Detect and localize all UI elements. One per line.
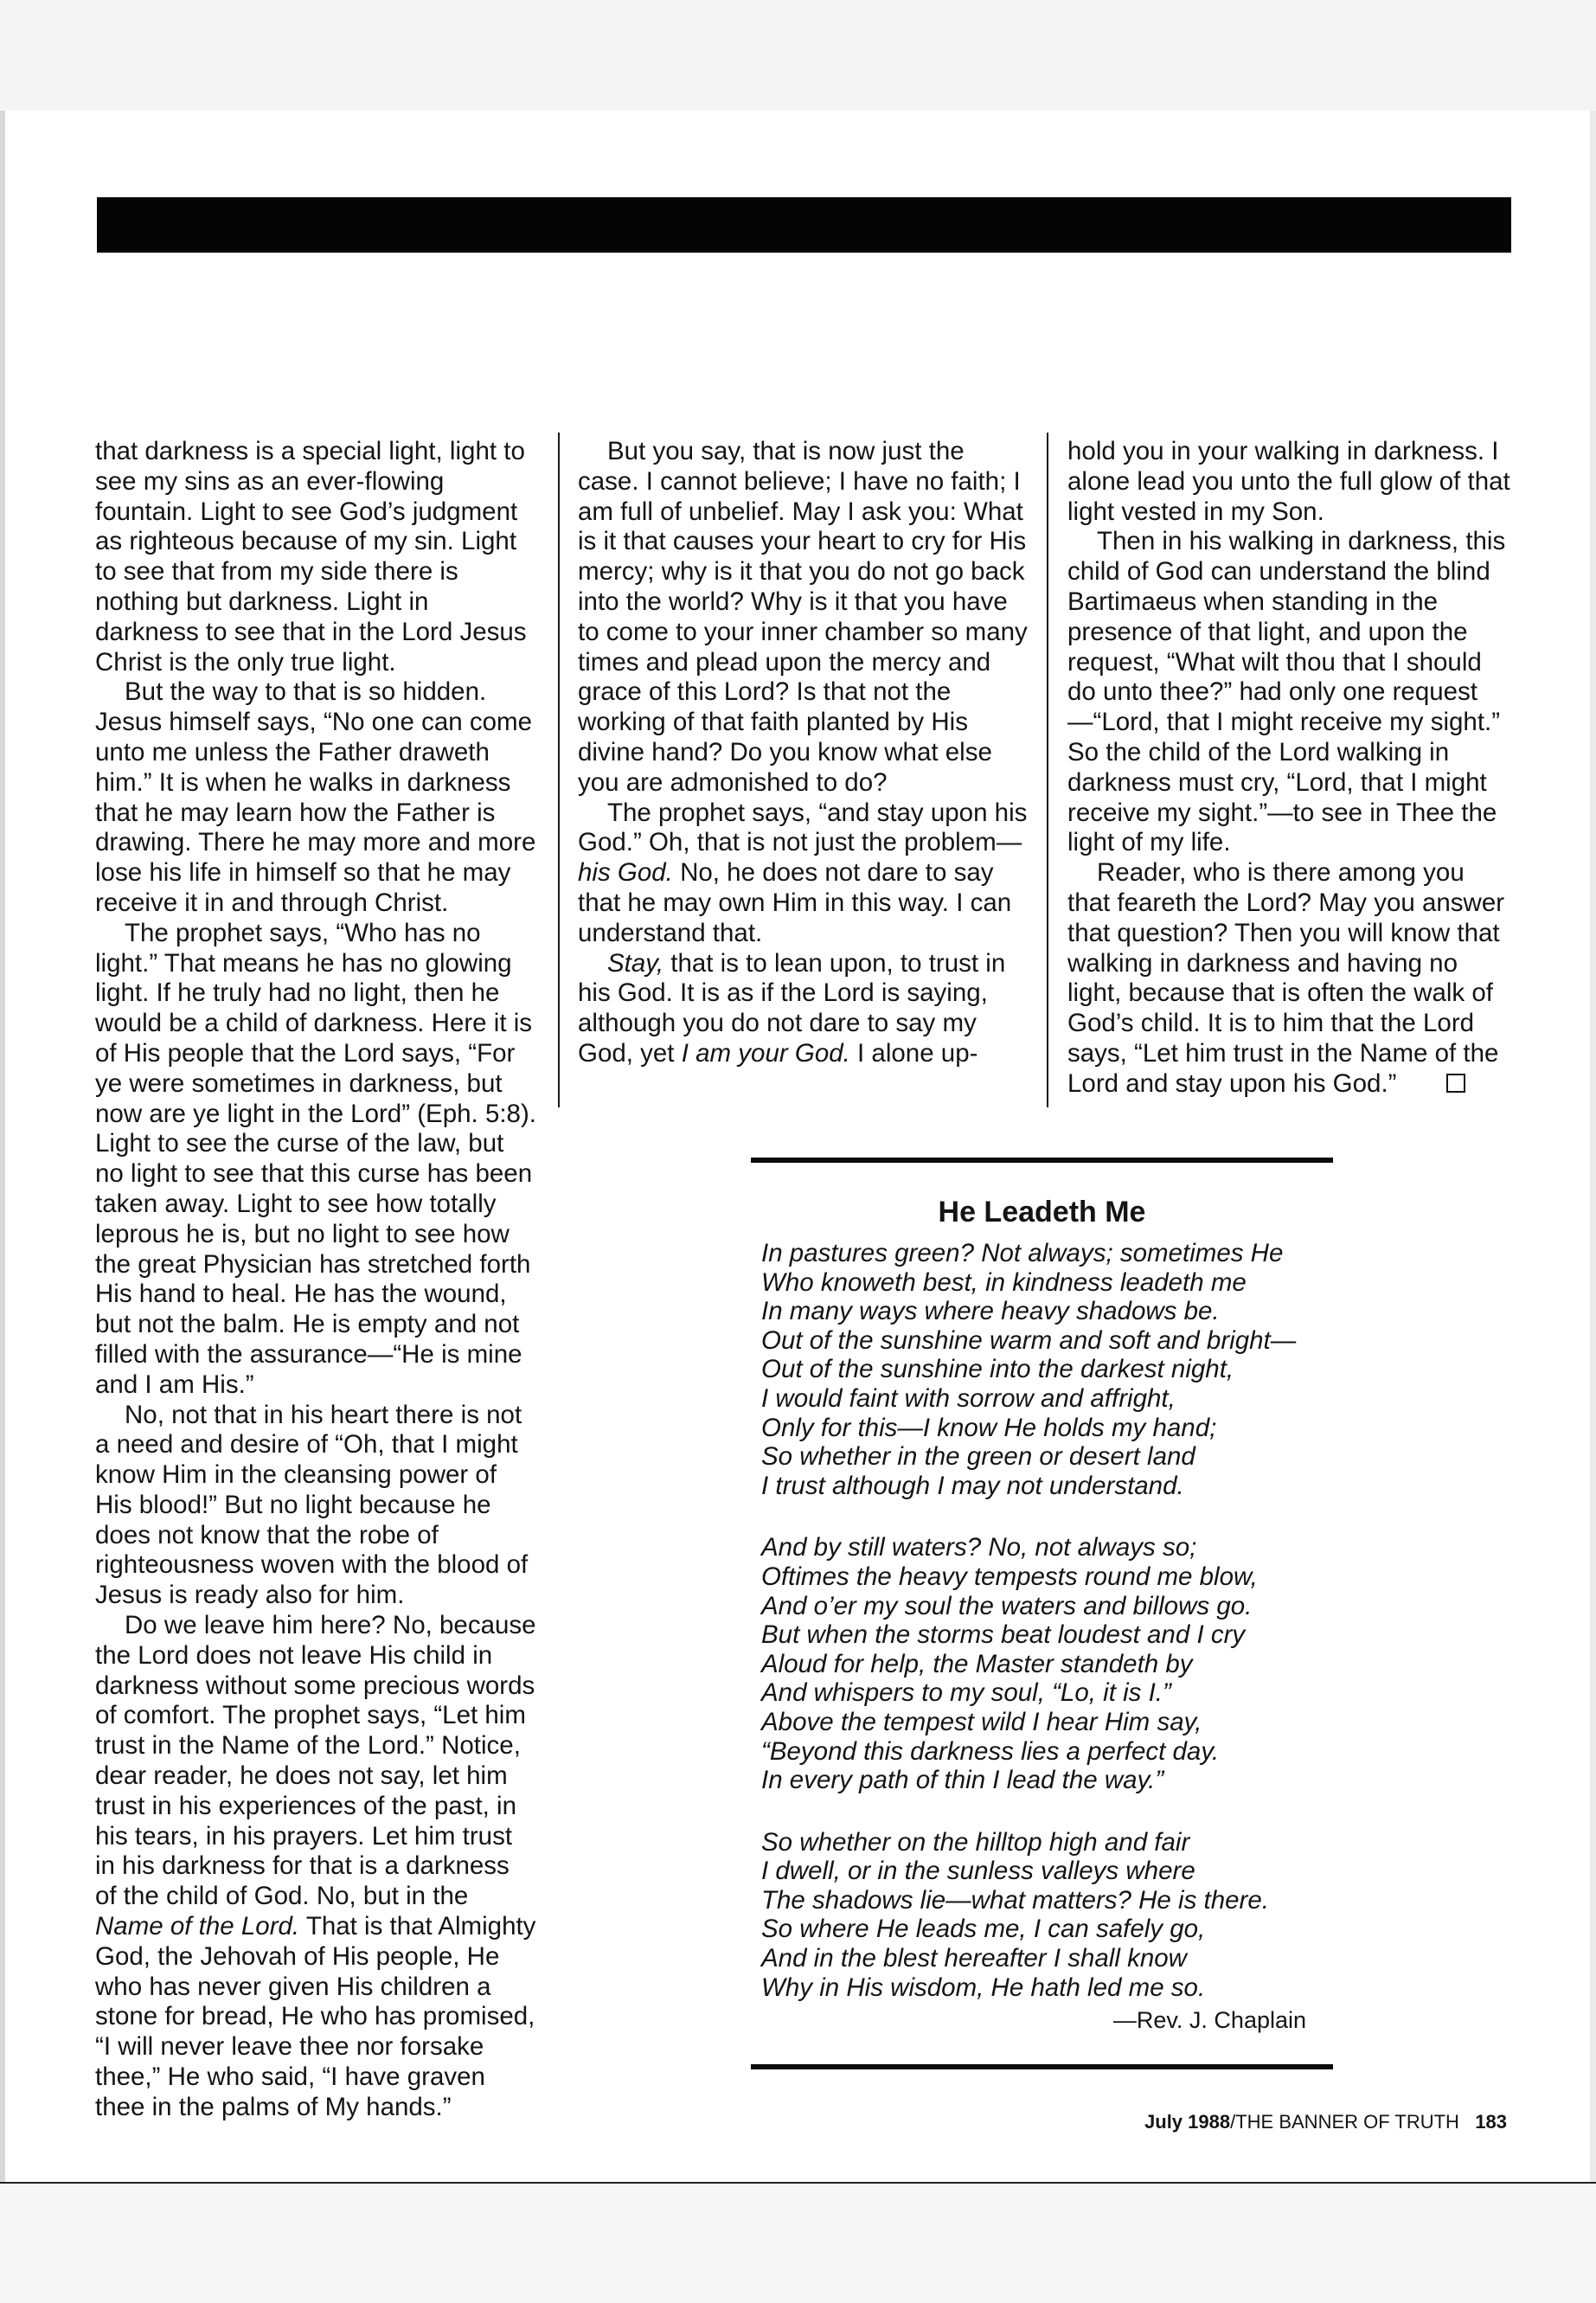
paragraph: But you say, that is now just the case. I cannot believe; I have no faith; I am full of unbelief. May I ask you: What is it that causes your heart to cry for His mercy; why is it that you do not go back into the world? Why is it that you have to come to your inner chamber so many times and plead upon the mercy and grace of this Lord? Is that not the working of that faith planted by His divine hand? Do you know what else you are admonished to do? [578, 437, 1028, 797]
scan-left-edge [0, 111, 5, 2187]
poem-stanza [761, 1828, 1332, 2003]
poem-line: I dwell, or in the sunless valleys where [761, 1857, 1195, 1886]
italic-run: I am your God. [681, 1038, 850, 1068]
text-run: That is that Almighty God, the Jehovah of His people, He who has never given His children a stone for bread, He who has promised, “I will never leave thee nor forsake thee,” He who said, “I have graven thee in the palms of My hands.” [95, 1912, 536, 2121]
poem-line: Out of the sunshine warm and soft and bright— [761, 1325, 1297, 1355]
text-run: Reader, who is there among you that feareth the Lord? May you answer that question? Then you will know that walking in darkness and having no light, because that is often the walk of God’s child. It is to him that the Lord says, “Let him trust in the Name of the Lord and stay upon his God.” [1067, 858, 1505, 1098]
paragraph [578, 799, 1032, 949]
footer-publication: THE BANNER OF TRUTH [1235, 2111, 1459, 2133]
page-footer [943, 2111, 1507, 2133]
poem-title: He Leadeth Me [938, 1196, 1146, 1228]
poem-line: And whispers to my soul, “Lo, it is I.” [761, 1678, 1171, 1708]
scan-top-margin [0, 0, 1596, 111]
poem-line: I trust although I may not understand. [761, 1471, 1184, 1500]
article-column-3 [1067, 437, 1510, 1100]
poem-line: And o’er my soul the waters and billows go. [761, 1591, 1253, 1620]
poem-bottom-rule [751, 2064, 1333, 2069]
poem-line: Aloud for help, the Master standeth by [761, 1649, 1193, 1678]
poem-line: Who knoweth best, in kindness leadeth me [761, 1267, 1247, 1297]
article-column-2 [578, 437, 1032, 1069]
poem-line: So whether on the hilltop high and fair [761, 1827, 1190, 1857]
header-band [97, 197, 1511, 253]
column-divider [558, 433, 560, 1107]
column-divider [1047, 433, 1048, 1107]
article-column-1 [95, 437, 536, 2123]
scan-right-edge [1590, 111, 1596, 2184]
poem-line: So whether in the green or desert land [761, 1442, 1195, 1472]
poem-stanza [761, 1533, 1332, 1794]
poem-line: Only for this—I know He holds my hand; [761, 1413, 1217, 1442]
scan-bottom-margin [0, 2182, 1596, 2303]
paragraph: hold you in your walking in darkness. I alone lead you unto the full glow of that light vested in my Son. [1067, 437, 1510, 526]
poem-top-rule [751, 1158, 1333, 1163]
poem-line: Above the tempest wild I hear Him say, [761, 1707, 1202, 1736]
poem-line: In many ways where heavy shadows be. [761, 1297, 1220, 1326]
poem-line: But when the storms beat loudest and I cry [761, 1620, 1246, 1650]
paragraph [1067, 858, 1510, 1099]
paragraph: No, not that in his heart there is not a need and desire of “Oh, that I might know Him in the cleansing power of His blood!” But no light because he does not know that the robe of righteousness woven with the blood of Jesus is ready also for him. [95, 1400, 529, 1610]
end-mark-icon [1446, 1074, 1465, 1093]
paragraph [95, 1611, 536, 2123]
italic-run: Stay, [607, 948, 664, 978]
text-run: The prophet says, “and stay upon his God.” Oh, that is not just the problem— [578, 798, 1028, 857]
paragraph: The prophet says, “Who has no light.” That means he has no glowing light. If he truly had no light, then he would be a child of darkness. Here it is of His people that the Lord says, “For ye were sometimes in darkness, but now are ye light in the Lord” (Eph. 5:8). Light to see the curse of the law, but no light to see that this curse has been taken away. Light to see how totally leprous he is, but no light to see how the great Physician has stretched forth His hand to heal. He has the wound, but not the balm. He is empty and not filled with the assurance—“He is mine and I am His.” [95, 918, 536, 1399]
poem-line: And in the blest hereafter I shall know [761, 1944, 1187, 1973]
poem-line: I would faint with sorrow and affright, [761, 1383, 1176, 1413]
italic-run: his God. [578, 858, 673, 888]
paragraph: Then in his walking in darkness, this child of God can understand the blind Bartimaeus when standing in the presence of that light, and upon the request, “What wilt thou that I should do unto thee?” had only one request—“Lord, that I might receive my sight.” So the child of the Lord walking in darkness must cry, “Lord, that I might receive my sight.”—to see in Thee the light of my life. [1067, 527, 1506, 857]
page-number: 183 [1475, 2111, 1507, 2133]
poem-line: Out of the sunshine into the darkest night, [761, 1355, 1234, 1384]
poem-line: So where He leads me, I can safely go, [761, 1915, 1206, 1944]
paragraph: But the way to that is so hidden. Jesus himself says, “No one can come unto me unless the Father draweth him.” It is when he walks in darkness that he may learn how the Father is drawing. There he may more and more lose his life in himself so that he may receive it in and through Christ. [95, 677, 536, 917]
poem-line: In every path of thin I lead the way.” [761, 1766, 1164, 1795]
italic-run: Name of the Lord. [95, 1912, 300, 1941]
footer-date: July 1988 [1144, 2111, 1231, 2133]
poem-line: Oftimes the heavy tempests round me blow, [761, 1562, 1258, 1591]
footer-separator: / [1230, 2111, 1236, 2133]
text-run: that is to lean upon, to trust in his God. It is as if the Lord is saying, although you do not dare to say my God, yet [578, 948, 1006, 1068]
poem-line: Why in His wisdom, He hath led me so. [761, 1973, 1206, 2002]
poem-line: “Beyond this darkness lies a perfect day. [761, 1736, 1220, 1766]
text-run: No, he does not dare to say that he may own Him in this way. I can understand that. [578, 858, 1012, 947]
poem-stanza [761, 1239, 1332, 1500]
text-run: I alone up- [857, 1038, 978, 1068]
poem-line: In pastures green? Not always; sometimes He [761, 1239, 1284, 1267]
paragraph [578, 949, 1032, 1069]
paragraph: that darkness is a special light, light to see my sins as an ever-flowing fountain. Light to see God’s judgment as righteous because of my sin. Light to see that from my side there is nothing but darkness. Light in darkness to see that in the Lord Jesus Christ is the only true light. [95, 437, 527, 677]
poem-line: And by still waters? No, not always so; [761, 1533, 1197, 1562]
text-run: Do we leave him here? No, because the Lord does not leave His child in darkness without some precious words of comfort. The prophet says, “Let him trust in the Name of the Lord.” Notice, dear reader, he does not say, let him trust in his experiences of the past, in his tears, in his prayers. Let him trust in his darkness for that is a darkness of the child of God. No, but in the [95, 1611, 536, 1911]
poem-byline: —Rev. J. Chaplain [1112, 2007, 1306, 2033]
poem-body [761, 1239, 1332, 2035]
poem-line: The shadows lie—what matters? He is there. [761, 1885, 1269, 1915]
